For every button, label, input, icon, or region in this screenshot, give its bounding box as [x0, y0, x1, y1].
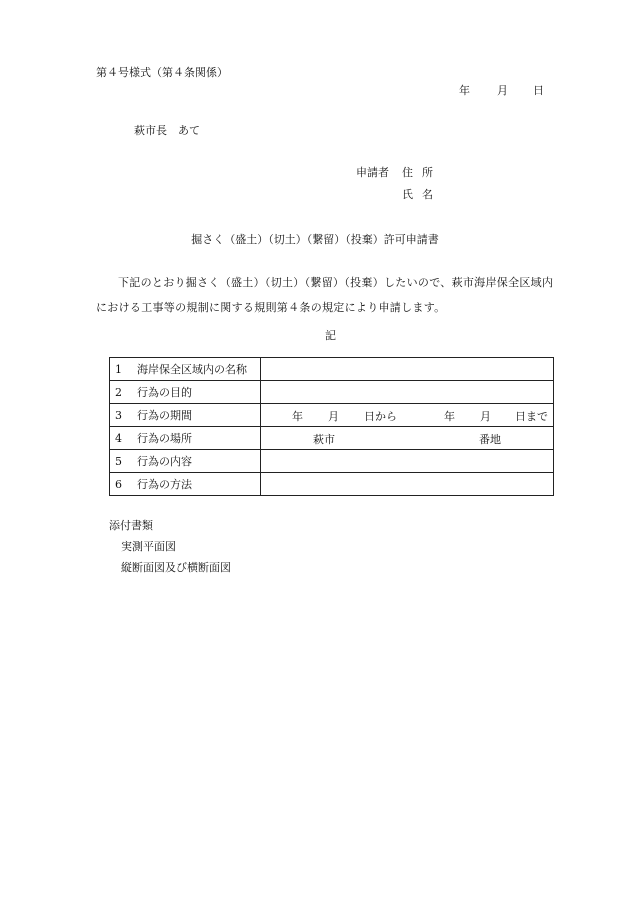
period-month2: 月 — [480, 410, 491, 423]
item-number: 4 — [115, 432, 122, 445]
addressee: 萩市長 あて — [134, 124, 200, 137]
place-city: 萩市 — [313, 433, 335, 446]
address-label: 住所 — [402, 166, 442, 179]
item-number: 1 — [115, 363, 122, 376]
table-row — [110, 473, 554, 496]
item-number: 3 — [115, 409, 122, 422]
item-value-cell — [261, 450, 554, 473]
item-value-cell — [261, 473, 554, 496]
period-until: 日まで — [515, 410, 548, 423]
period-year2: 年 — [444, 410, 455, 423]
item-value-cell — [261, 358, 554, 381]
attachment-item: 縦断面図及び横断面図 — [121, 561, 231, 574]
attachments-title: 添付書類 — [109, 519, 153, 532]
item-label-cell — [110, 473, 261, 496]
item-label: 海岸保全区域内の名称 — [137, 363, 247, 376]
place-lot: 番地 — [479, 433, 501, 446]
period-from: 日から — [364, 410, 397, 423]
date-month-label: 月 — [497, 84, 508, 97]
period-year1: 年 — [292, 410, 303, 423]
item-number: 2 — [115, 386, 122, 399]
table-row — [110, 381, 554, 404]
name-label: 氏名 — [402, 188, 442, 201]
item-label: 行為の目的 — [137, 386, 192, 399]
item-label-cell — [110, 427, 261, 450]
form-number-label: 第４号様式（第４条関係） — [96, 66, 228, 79]
item-label-cell — [110, 404, 261, 427]
item-number: 5 — [115, 455, 122, 468]
item-value-cell — [261, 381, 554, 404]
attachment-item: 実測平面図 — [121, 540, 176, 553]
body-paragraph: 下記のとおり掘さく（盛土）（切土）（繋留）（投棄）したいので、萩市海岸保全区域内における工事等の規制に関する規則第４条の規定により申請します。 — [96, 276, 554, 314]
date-day-label: 日 — [533, 84, 544, 97]
item-label: 行為の場所 — [137, 432, 192, 445]
date-year-label: 年 — [459, 84, 470, 97]
item-label-cell — [110, 358, 261, 381]
item-label: 行為の期間 — [137, 409, 192, 422]
item-number: 6 — [115, 478, 122, 491]
table-row — [110, 450, 554, 473]
applicant-label: 申請者 — [356, 166, 389, 179]
items-table — [109, 357, 554, 496]
table-row — [110, 427, 554, 450]
period-value-cell — [261, 404, 554, 427]
period-month1: 月 — [328, 410, 339, 423]
item-label-cell — [110, 381, 261, 404]
table-row — [110, 358, 554, 381]
ki-heading: 記 — [325, 329, 336, 342]
table-row — [110, 404, 554, 427]
item-label: 行為の方法 — [137, 478, 192, 491]
place-value-cell — [261, 427, 554, 450]
document-title: 掘さく（盛土）（切土）（繋留）（投棄）許可申請書 — [191, 233, 439, 246]
item-label: 行為の内容 — [137, 455, 192, 468]
item-label-cell — [110, 450, 261, 473]
